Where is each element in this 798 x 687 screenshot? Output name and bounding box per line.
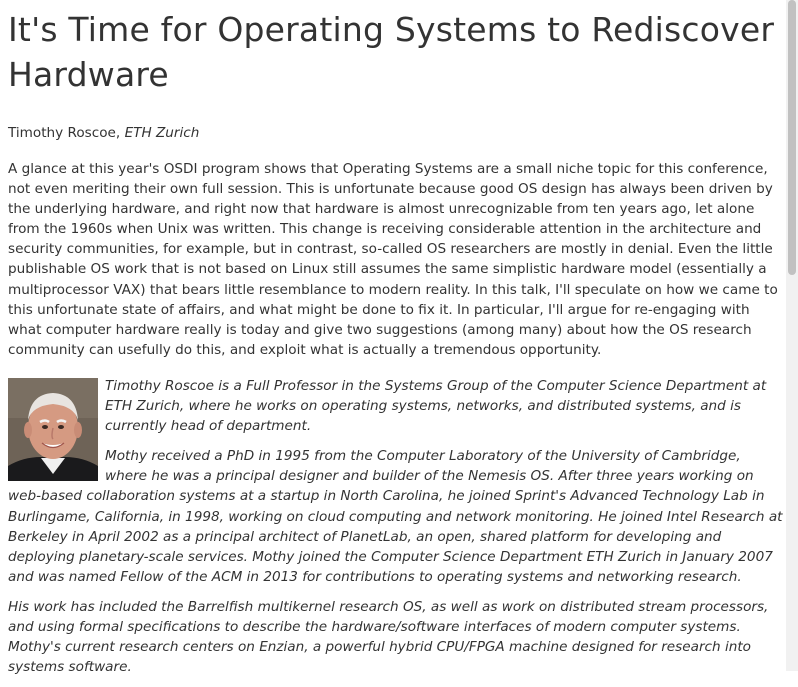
bio-paragraph: His work has included the Barrelfish multikernel research OS, as well as work on distributed stream processors, and using formal specifications to describe the hardware/software interfaces of modern computer systems. Mothy's current research centers on Enzian, a powerful hybrid CPU/FPGA machine designed for research into systems software. (8, 598, 769, 676)
page-title: It's Time for Operating Systems to Rediscover Hardware (8, 10, 775, 94)
bio-paragraph: Mothy received a PhD in 1995 from the Computer Laboratory of the University of Cambridge, where he was a principal designer and builder of the Nemesis OS. After three years working on web-based collaboration systems at a startup in North Carolina, he joined Sprint's Advanced Technology Lab in Burlingame, California, in 1998, working on cloud computing and network monitoring. He joined Intel Research at Berkeley in April 2002 as a principal architect of PlanetLab, an open, shared platform for developing and deploying planetary-scale services. Mothy joined the Computer Science Department ETH Zurich in January 2007 and was named Fellow of the ACM in 2013 for contributions to operating systems and networking research. (8, 448, 783, 585)
vertical-scrollbar[interactable] (786, 0, 798, 671)
speaker-photo (8, 378, 98, 481)
page-content (8, 0, 784, 687)
author-name: Timothy Roscoe, (8, 125, 125, 141)
bio-paragraph: Timothy Roscoe is a Full Professor in the Systems Group of the Computer Science Department at ETH Zurich, where he works on operating systems, networks, and distributed systems, and is currently head of department. (105, 377, 767, 435)
speaker-bio (8, 376, 784, 677)
author-line (8, 123, 784, 143)
abstract-paragraph: A glance at this year's OSDI program shows that Operating Systems are a small niche topic for this conference, not even meriting their own full session. This is unfortunate because good OS design has always been driven by the underlying hardware, and right now that hardware is almost unrecognizable from ten years ago, let alone from the 1960s when Unix was written. This change is receiving considerable attention in the architecture and security communities, for example, but in contrast, so-called OS researchers are mostly in denial. Even the little publishable OS work that is not based on Linux still assumes the same simplistic hardware model (essentially a multiprocessor VAX) that bears little resemblance to modern reality. In this talk, I'll speculate on how we came to this unfortunate state of affairs, and what might be done to fix it. In particular, I'll argue for re-engaging with what computer hardware really is today and give two suggestions (among many) about how the OS research community can usefully do this, and exploit what is actually a tremendous opportunity. (8, 161, 778, 358)
scrollbar-thumb[interactable] (788, 0, 796, 275)
author-affiliation: ETH Zurich (124, 125, 200, 141)
portrait-image (8, 378, 98, 481)
